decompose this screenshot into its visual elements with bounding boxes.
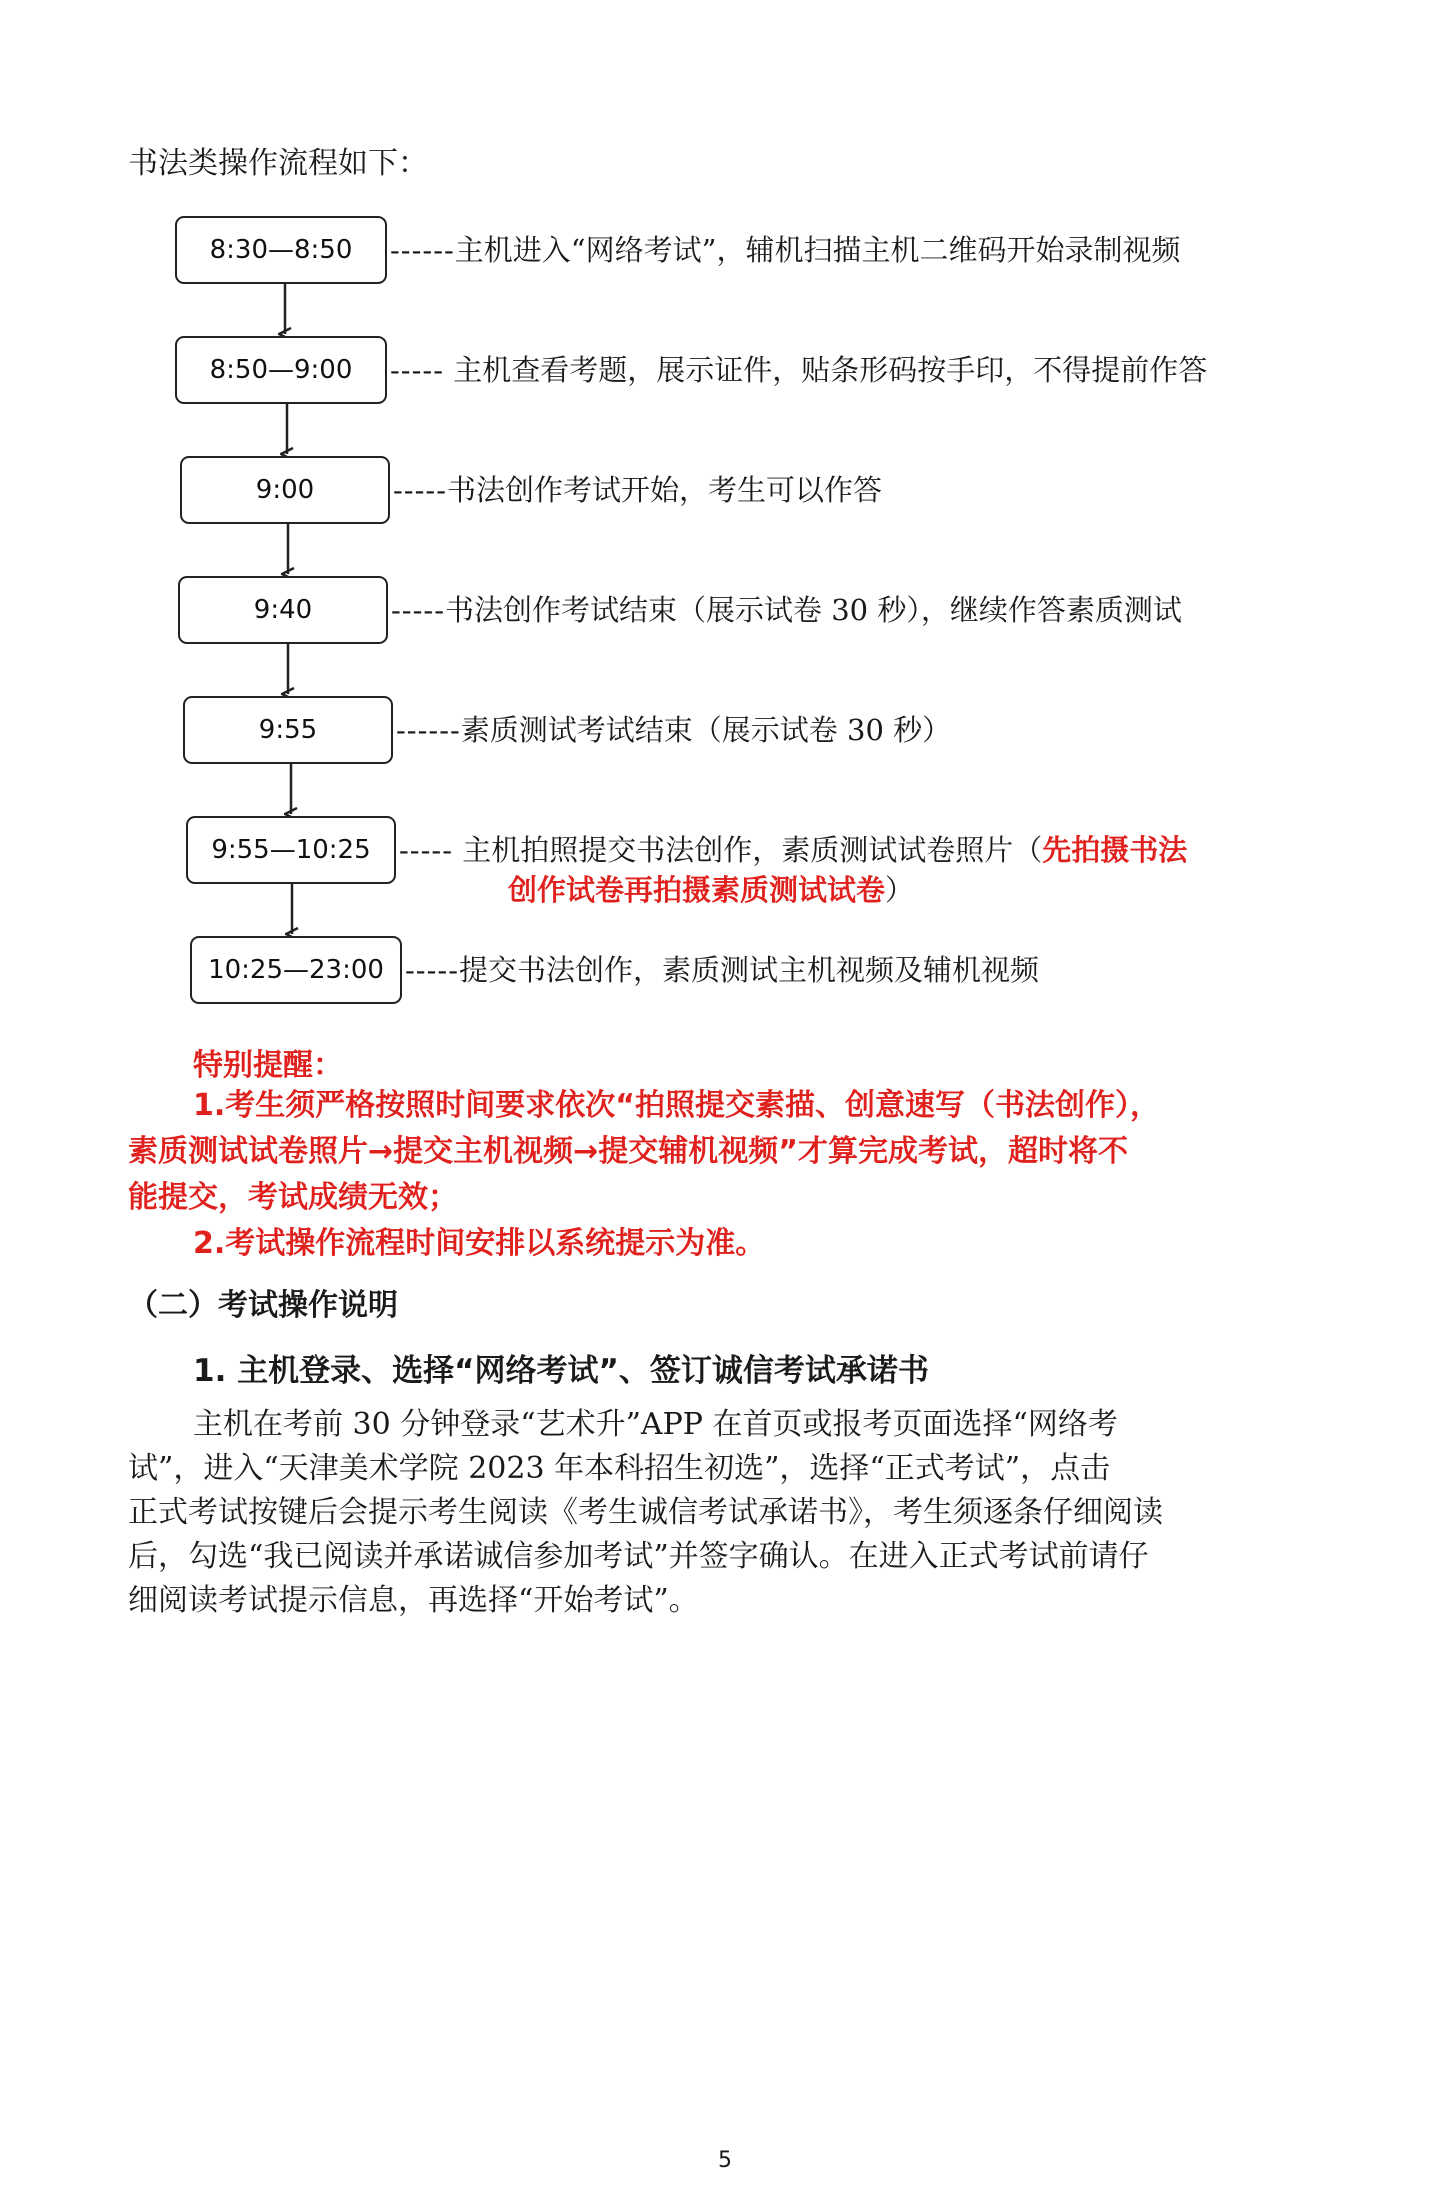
step-box-2 xyxy=(175,336,387,404)
paragraph-line-1: 主机在考前 30 分钟登录“艺术升”APP 在首页或报考页面选择“网络考 xyxy=(193,1407,1118,1442)
step-time: 10:25—23:00 xyxy=(208,955,384,985)
reminder-line-3: 能提交，考试成绩无效； xyxy=(128,1180,458,1215)
reminder-line-2: 素质测试试卷照片→提交主机视频→提交辅机视频”才算完成考试，超时将不 xyxy=(128,1134,1128,1169)
step-box-5 xyxy=(183,696,393,764)
step-desc-7 xyxy=(405,950,1039,990)
step-desc-text: 书法创作考试开始，考生可以作答 xyxy=(447,473,883,507)
paragraph-line-5: 细阅读考试提示信息，再选择“开始考试”。 xyxy=(128,1583,699,1618)
step-box-7 xyxy=(190,936,402,1004)
step-desc-text: 提交书法创作，素质测试主机视频及辅机视频 xyxy=(459,953,1040,987)
step-desc-2 xyxy=(390,350,1207,390)
paragraph-line-3: 正式考试按键后会提示考生阅读《考生诚信考试承诺书》，考生须逐条仔细阅读 xyxy=(128,1495,1163,1530)
reminder-title: 特别提醒： xyxy=(193,1048,343,1083)
step-connector: ----- xyxy=(390,353,444,387)
step-box-3 xyxy=(180,456,390,524)
step-desc-1 xyxy=(390,230,1180,270)
step-desc-5 xyxy=(396,710,951,750)
step-desc-text: 素质测试考试结束（展示试卷 30 秒） xyxy=(460,713,952,747)
step-desc-text: 主机查看考题，展示证件，贴条形码按手印，不得提前作答 xyxy=(453,353,1208,387)
step-connector: ----- xyxy=(393,473,447,507)
step-connector: ------ xyxy=(396,713,461,747)
step-connector: ----- xyxy=(405,953,459,987)
step-desc-6-cont xyxy=(508,870,914,910)
step-desc-text: 书法创作考试结束（展示试卷 30 秒），继续作答素质测试 xyxy=(445,593,1182,627)
step-box-6 xyxy=(186,816,396,884)
step-connector: ------ xyxy=(390,233,455,267)
step-desc-text: 主机进入“网络考试”，辅机扫描主机二维码开始录制视频 xyxy=(454,233,1181,267)
reminder-line-1: 1.考生须严格按照时间要求依次“拍照提交素描、创意速写（书法创作）， xyxy=(193,1088,1160,1123)
step-time: 8:50—9:00 xyxy=(209,355,353,385)
step-time: 8:30—8:50 xyxy=(209,235,353,265)
step-time: 9:00 xyxy=(255,475,315,505)
step-desc-highlight: 先拍摄书法 xyxy=(1042,833,1188,867)
intro-text: 书法类操作流程如下： xyxy=(128,146,428,181)
step-time: 9:55 xyxy=(258,715,318,745)
step-connector: ----- xyxy=(399,833,453,867)
step-desc-tail: ） xyxy=(885,873,915,907)
step-desc-text: 主机拍照提交书法创作，素质测试试卷照片（ xyxy=(462,833,1043,867)
step-time: 9:40 xyxy=(253,595,313,625)
step-time: 9:55—10:25 xyxy=(211,835,371,865)
step-box-1 xyxy=(175,216,387,284)
reminder-line-4: 2.考试操作流程时间安排以系统提示为准。 xyxy=(193,1226,766,1261)
step-desc-highlight: 创作试卷再拍摄素质测试试卷 xyxy=(508,873,886,907)
paragraph-line-4: 后，勾选“我已阅读并承诺诚信参加考试”并签字确认。在进入正式考试前请仔 xyxy=(128,1539,1149,1574)
step-desc-4 xyxy=(391,590,1182,630)
step-desc-3 xyxy=(393,470,882,510)
subsection-title: 1. 主机登录、选择“网络考试”、签订诚信考试承诺书 xyxy=(193,1353,929,1389)
step-desc-6 xyxy=(399,830,1187,870)
section-title: （二）考试操作说明 xyxy=(128,1288,398,1323)
paragraph-line-2: 试”，进入“天津美术学院 2023 年本科招生初选”，选择“正式考试”，点击 xyxy=(128,1451,1111,1486)
step-connector: ----- xyxy=(391,593,445,627)
page-number: 5 xyxy=(718,2148,732,2173)
step-box-4 xyxy=(178,576,388,644)
